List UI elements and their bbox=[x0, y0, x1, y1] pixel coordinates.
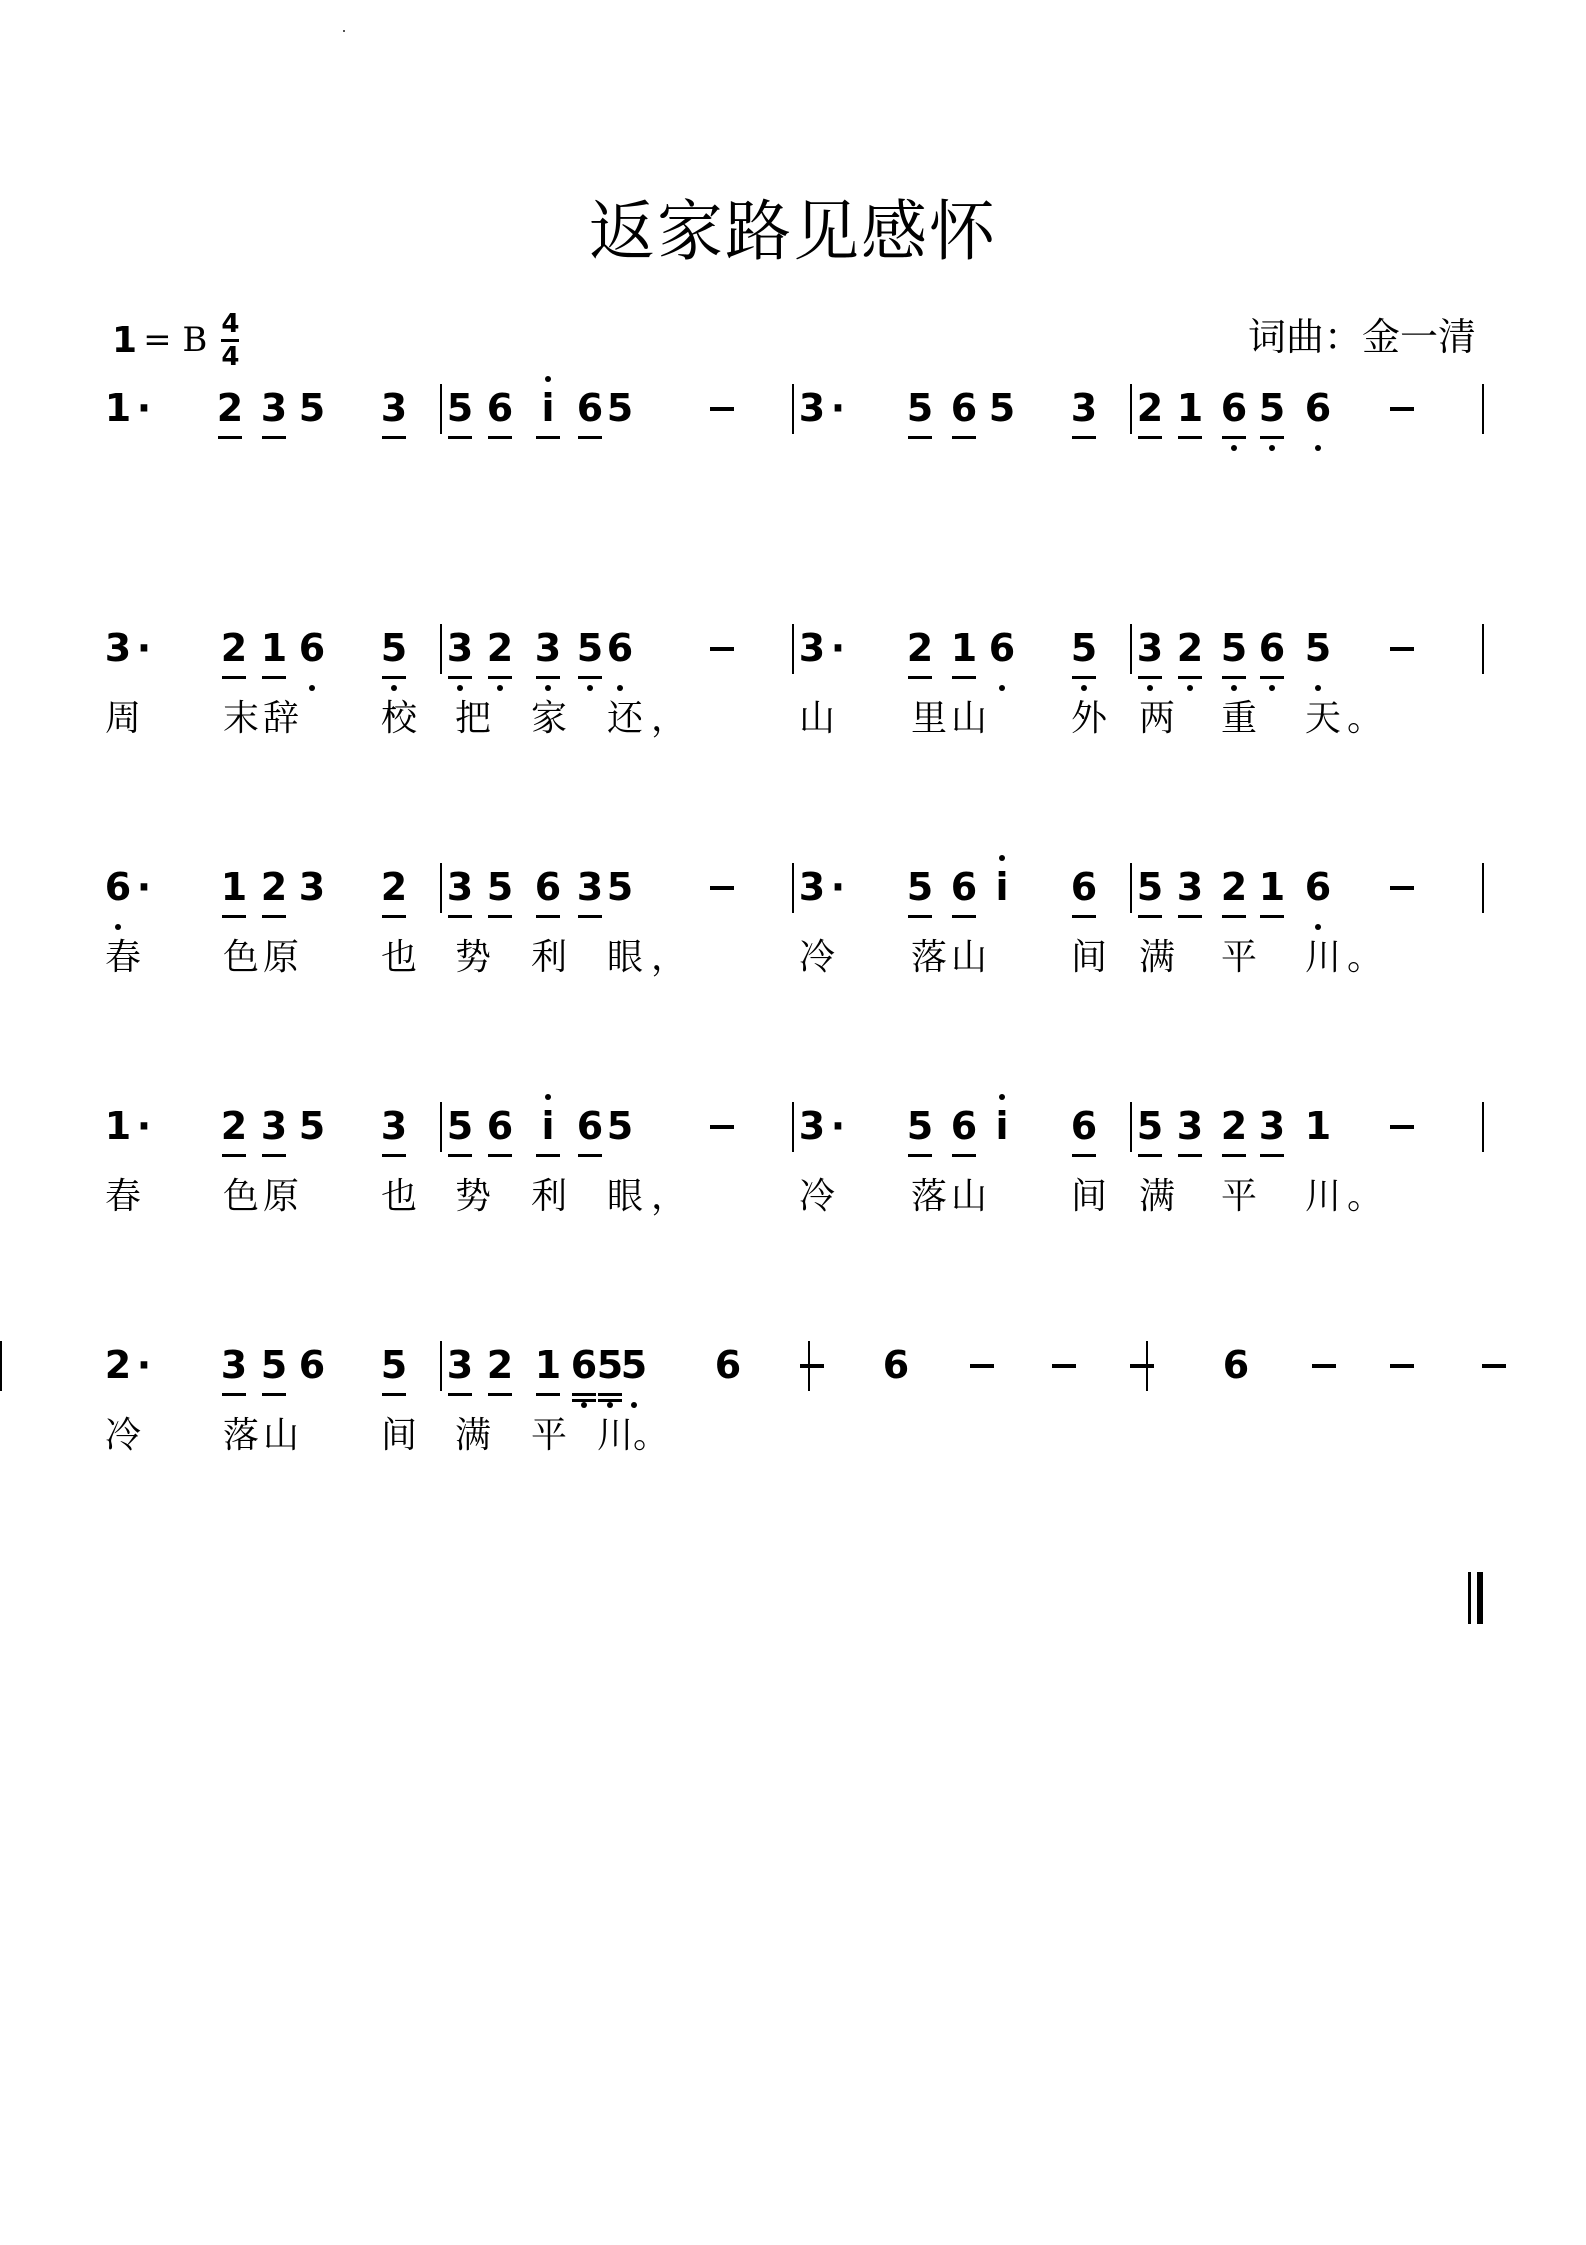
lyric-char: 里 bbox=[910, 698, 947, 739]
key-name: = B bbox=[143, 320, 208, 360]
lyric-char: 重 bbox=[1220, 698, 1257, 739]
notation-line-5 bbox=[0, 1335, 1586, 1405]
note: 5 bbox=[1214, 618, 1254, 678]
note: 2 bbox=[104, 1343, 132, 1387]
note: 5 bbox=[988, 386, 1016, 430]
sustain-dash bbox=[1390, 1125, 1414, 1129]
note: 2 bbox=[214, 618, 254, 678]
note: 3 bbox=[254, 378, 294, 438]
augmentation-dot: · bbox=[830, 386, 846, 430]
note: 5 bbox=[900, 857, 940, 917]
lyric-char: 把 bbox=[454, 698, 491, 739]
note: 2 bbox=[1130, 378, 1170, 438]
barline bbox=[808, 1341, 810, 1391]
speck bbox=[343, 30, 345, 32]
sustain-dash bbox=[710, 647, 734, 651]
note: 5 bbox=[606, 386, 634, 430]
note: 3 bbox=[214, 1335, 254, 1395]
note: 6 bbox=[528, 857, 568, 917]
note: 3 bbox=[440, 1335, 480, 1395]
note: 1 bbox=[528, 1335, 568, 1395]
note: 3 bbox=[1170, 1096, 1210, 1156]
note: i bbox=[982, 857, 1022, 917]
sustain-dash bbox=[970, 1364, 994, 1368]
lyric-char: 。 bbox=[1346, 698, 1383, 739]
lyric-char: 冷 bbox=[798, 937, 835, 978]
note: 6 bbox=[480, 378, 520, 438]
note: 5 bbox=[374, 1335, 414, 1395]
note: 6 bbox=[98, 857, 138, 917]
sustain-dash bbox=[1390, 886, 1414, 890]
lyric-char: 原 bbox=[262, 937, 299, 978]
note: 1 bbox=[254, 618, 294, 678]
sustain-dash bbox=[1390, 1364, 1414, 1368]
note: 3 bbox=[798, 386, 826, 430]
note: 3 bbox=[1064, 378, 1104, 438]
lyric-char: 山 bbox=[262, 1415, 299, 1456]
key-note: 1 bbox=[112, 319, 138, 361]
note: 2 bbox=[214, 1096, 254, 1156]
note: i bbox=[982, 1096, 1022, 1156]
lyric-char: 眼 bbox=[606, 1176, 643, 1217]
note: 5 bbox=[254, 1335, 294, 1395]
note: 5 bbox=[440, 1096, 480, 1156]
barline bbox=[1482, 1102, 1484, 1152]
note: 5 bbox=[1064, 618, 1104, 678]
note: 6 bbox=[600, 618, 640, 678]
sustain-dash bbox=[710, 1125, 734, 1129]
lyric-char: 满 bbox=[1138, 1176, 1175, 1217]
note: 3 bbox=[528, 618, 568, 678]
lyrics-line-3 bbox=[0, 932, 1586, 988]
lyric-char: 山 bbox=[950, 1176, 987, 1217]
lyric-char: 也 bbox=[380, 937, 417, 978]
note: 2 bbox=[480, 1335, 520, 1395]
note: 2 bbox=[1170, 618, 1210, 678]
note: 2 bbox=[900, 618, 940, 678]
lyric-char: ， bbox=[650, 698, 687, 739]
augmentation-dot: · bbox=[136, 865, 152, 909]
lyric-char: 冷 bbox=[798, 1176, 835, 1217]
barline bbox=[0, 1341, 2, 1391]
note: 2 bbox=[210, 378, 250, 438]
note: 6 bbox=[982, 618, 1022, 678]
lyric-char: 平 bbox=[1220, 1176, 1257, 1217]
note: 5 bbox=[440, 378, 480, 438]
note: 2 bbox=[374, 857, 414, 917]
lyric-char: 势 bbox=[454, 1176, 491, 1217]
lyric-char: 利 bbox=[530, 937, 567, 978]
note: 1 bbox=[214, 857, 254, 917]
lyric-char: 山 bbox=[950, 698, 987, 739]
augmentation-dot: · bbox=[136, 1343, 152, 1387]
barline bbox=[1482, 624, 1484, 674]
lyric-char: 山 bbox=[798, 698, 835, 739]
sustain-dash bbox=[1052, 1364, 1076, 1368]
sustain-dash bbox=[1482, 1364, 1506, 1368]
note: 1 bbox=[1170, 378, 1210, 438]
notation-line-4 bbox=[0, 1096, 1586, 1166]
note: 6 bbox=[1222, 1343, 1250, 1387]
lyric-char: 落 bbox=[910, 1176, 947, 1217]
note: 3 bbox=[798, 626, 826, 670]
note: 1 bbox=[1252, 857, 1292, 917]
lyric-char: 辞 bbox=[262, 698, 299, 739]
key-signature bbox=[112, 310, 239, 370]
time-bottom: 4 bbox=[221, 341, 240, 372]
note: 2 bbox=[254, 857, 294, 917]
note: i bbox=[528, 378, 568, 438]
note: 6 bbox=[1298, 378, 1338, 438]
note: 6 bbox=[1064, 1096, 1104, 1156]
note: 3 bbox=[440, 618, 480, 678]
note: 5 bbox=[570, 618, 610, 678]
note: 1 bbox=[1304, 1104, 1332, 1148]
lyrics-line-4 bbox=[0, 1171, 1586, 1227]
lyric-char: 。 bbox=[1346, 937, 1383, 978]
note: 5 bbox=[1130, 1096, 1170, 1156]
note: 6 bbox=[1252, 618, 1292, 678]
sustain-dash bbox=[710, 407, 734, 411]
lyric-char: 。 bbox=[632, 1415, 669, 1456]
note: 3 bbox=[1170, 857, 1210, 917]
lyric-char: 。 bbox=[1346, 1176, 1383, 1217]
lyric-char: 山 bbox=[950, 937, 987, 978]
note: 5 bbox=[614, 1335, 654, 1395]
augmentation-dot: · bbox=[136, 626, 152, 670]
note: 6 bbox=[714, 1343, 742, 1387]
lyric-char: 平 bbox=[1220, 937, 1257, 978]
time-signature bbox=[221, 308, 240, 372]
lyric-char: 利 bbox=[530, 1176, 567, 1217]
note: 6 bbox=[944, 1096, 984, 1156]
lyrics-line-2 bbox=[0, 693, 1586, 749]
note: 5 bbox=[1252, 378, 1292, 438]
note: 3 bbox=[798, 1104, 826, 1148]
note: 1 bbox=[104, 1104, 132, 1148]
lyric-char: 两 bbox=[1138, 698, 1175, 739]
barline bbox=[1482, 384, 1484, 434]
note: 5 bbox=[900, 1096, 940, 1156]
notation-line-1 bbox=[0, 378, 1586, 448]
note: 6 bbox=[1214, 378, 1254, 438]
lyric-char: 冷 bbox=[104, 1415, 141, 1456]
lyric-char: 色 bbox=[222, 1176, 259, 1217]
note: 6 bbox=[570, 1096, 610, 1156]
note: 5 bbox=[606, 865, 634, 909]
lyric-char: 势 bbox=[454, 937, 491, 978]
lyric-char: 原 bbox=[262, 1176, 299, 1217]
lyric-char: 末 bbox=[222, 698, 259, 739]
sustain-dash bbox=[800, 1364, 824, 1368]
lyric-char: 平 bbox=[530, 1415, 567, 1456]
lyric-char: 川 bbox=[596, 1415, 633, 1456]
lyrics-line-5 bbox=[0, 1410, 1586, 1466]
note: 3 bbox=[298, 865, 326, 909]
lyric-char: ， bbox=[650, 937, 687, 978]
lyric-char: 满 bbox=[1138, 937, 1175, 978]
lyric-char: 色 bbox=[222, 937, 259, 978]
lyric-char: 间 bbox=[1070, 1176, 1107, 1217]
note: 5 bbox=[590, 1335, 630, 1395]
note: 6 bbox=[292, 618, 332, 678]
augmentation-dot: · bbox=[830, 865, 846, 909]
augmentation-dot: · bbox=[830, 1104, 846, 1148]
lyric-char: 眼 bbox=[606, 937, 643, 978]
lyric-char: 川 bbox=[1304, 1176, 1341, 1217]
note: 6 bbox=[480, 1096, 520, 1156]
sustain-dash bbox=[1130, 1364, 1154, 1368]
note: 6 bbox=[1064, 857, 1104, 917]
sustain-dash bbox=[710, 886, 734, 890]
augmentation-dot: · bbox=[136, 1104, 152, 1148]
note: 1 bbox=[944, 618, 984, 678]
lyric-char: 春 bbox=[104, 937, 141, 978]
lyric-char: 也 bbox=[380, 1176, 417, 1217]
sustain-dash bbox=[1312, 1364, 1336, 1368]
lyric-char: 间 bbox=[380, 1415, 417, 1456]
lyric-char: 外 bbox=[1070, 698, 1107, 739]
note: 5 bbox=[1130, 857, 1170, 917]
note: 5 bbox=[900, 378, 940, 438]
song-title: 返家路见感怀 bbox=[589, 193, 997, 270]
lyric-char: 周 bbox=[104, 698, 141, 739]
barline bbox=[1482, 863, 1484, 913]
note: 5 bbox=[374, 618, 414, 678]
note: 6 bbox=[944, 378, 984, 438]
lyric-char: ， bbox=[650, 1176, 687, 1217]
time-top: 4 bbox=[221, 308, 240, 339]
note: 3 bbox=[570, 857, 610, 917]
lyric-char: 间 bbox=[1070, 937, 1107, 978]
note: 6 bbox=[882, 1343, 910, 1387]
note: 2 bbox=[1214, 1096, 1254, 1156]
lyric-char: 校 bbox=[380, 698, 417, 739]
lyric-char: 春 bbox=[104, 1176, 141, 1217]
lyric-char: 满 bbox=[454, 1415, 491, 1456]
notation-line-2 bbox=[0, 618, 1586, 688]
note: 5 bbox=[298, 1104, 326, 1148]
lyric-char: 落 bbox=[222, 1415, 259, 1456]
final-barline bbox=[1468, 1572, 1483, 1624]
lyric-char: 落 bbox=[910, 937, 947, 978]
note: 3 bbox=[374, 378, 414, 438]
note: 3 bbox=[374, 1096, 414, 1156]
note: 1 bbox=[104, 386, 132, 430]
note: 6 bbox=[570, 378, 610, 438]
note: 2 bbox=[1214, 857, 1254, 917]
note: 3 bbox=[440, 857, 480, 917]
note: 3 bbox=[254, 1096, 294, 1156]
lyric-char: 还 bbox=[606, 698, 643, 739]
note: 3 bbox=[798, 865, 826, 909]
credit: 词曲：金一清 bbox=[1247, 315, 1476, 359]
note: 5 bbox=[298, 386, 326, 430]
double-underline bbox=[572, 1399, 596, 1402]
note: i bbox=[528, 1096, 568, 1156]
note: 6 bbox=[298, 1343, 326, 1387]
double-underline bbox=[598, 1399, 622, 1402]
notation-line-3 bbox=[0, 857, 1586, 927]
note: 6 bbox=[944, 857, 984, 917]
note: 3 bbox=[1252, 1096, 1292, 1156]
augmentation-dot: · bbox=[830, 626, 846, 670]
note: 5 bbox=[1298, 618, 1338, 678]
lyric-char: 家 bbox=[530, 698, 567, 739]
sustain-dash bbox=[1390, 647, 1414, 651]
lyric-char: 川 bbox=[1304, 937, 1341, 978]
note: 5 bbox=[606, 1104, 634, 1148]
sustain-dash bbox=[1390, 407, 1414, 411]
note: 2 bbox=[480, 618, 520, 678]
lyric-char: 天 bbox=[1304, 698, 1341, 739]
note: 5 bbox=[480, 857, 520, 917]
augmentation-dot: · bbox=[136, 386, 152, 430]
note: 6 bbox=[1298, 857, 1338, 917]
note: 3 bbox=[1130, 618, 1170, 678]
note: 6 bbox=[564, 1335, 604, 1395]
note: 3 bbox=[104, 626, 132, 670]
barline bbox=[1146, 1341, 1148, 1391]
